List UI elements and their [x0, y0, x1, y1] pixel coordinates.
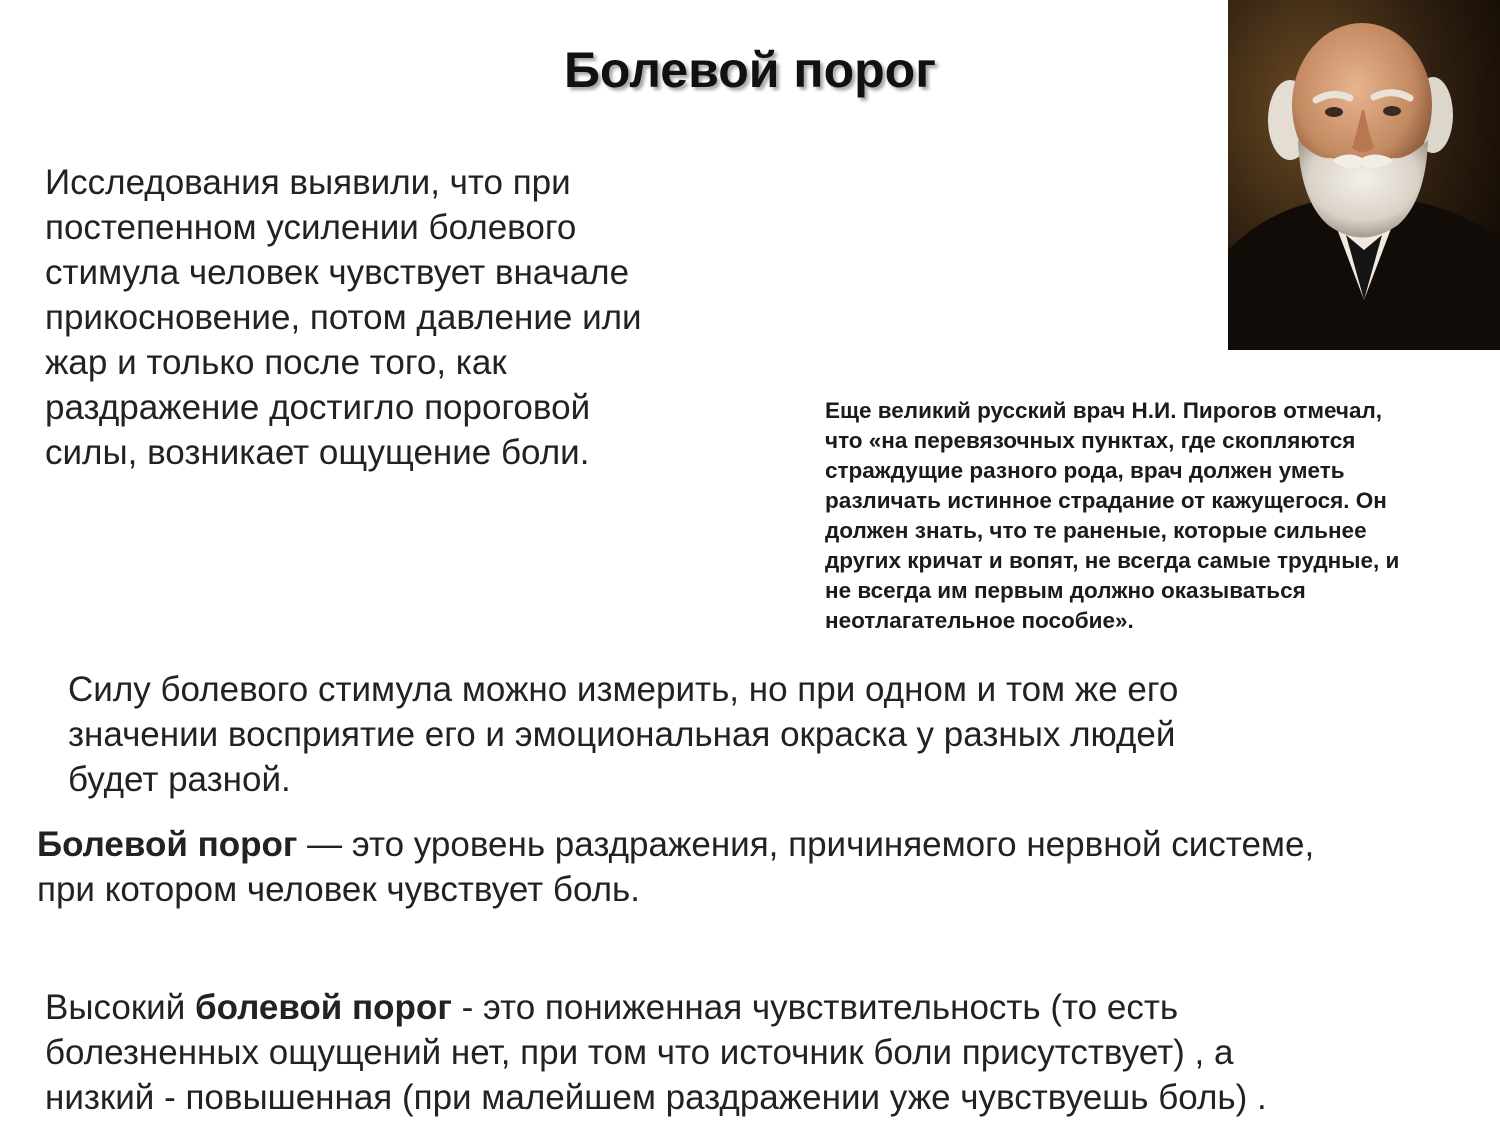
text-line: постепенном усилении болевого	[45, 208, 577, 247]
text-line: значении восприятие его и эмоциональная окраска у разных людей	[68, 715, 1176, 754]
text-line: стимула человек чувствует вначале	[45, 253, 630, 292]
high-term: болевой порог	[195, 988, 452, 1027]
pirogov-quote	[825, 396, 1485, 636]
high-text: - это пониженная чувствительность (то есть	[451, 988, 1179, 1027]
text-line: силы, возникает ощущение боли.	[45, 433, 590, 472]
text-line: раздражение достигло пороговой	[45, 388, 591, 427]
research-paragraph	[45, 160, 715, 475]
quote-line: неотлагательное пособие».	[825, 608, 1134, 633]
quote-line: различать истинное страдание от кажущегося. Он	[825, 488, 1387, 513]
quote-line: Еще великий русский врач Н.И. Пирогов отмечал,	[825, 398, 1383, 423]
stimulus-paragraph	[68, 667, 1318, 802]
text-line	[37, 822, 1467, 867]
text-line: Силу болевого стимула можно измерить, но при одном и том же его	[68, 670, 1179, 709]
high-prefix: Высокий	[45, 988, 195, 1027]
quote-line: других кричат и вопят, не всегда самые трудные, и	[825, 548, 1400, 573]
definition-term: Болевой порог	[37, 825, 298, 864]
text-line	[45, 985, 1475, 1030]
pirogov-portrait	[1228, 0, 1500, 350]
quote-line: страждущие разного рода, врач должен уметь	[825, 458, 1345, 483]
definition-text: — это уровень раздражения, причиняемого нервной системе,	[297, 825, 1315, 864]
page-title: Болевой порог	[563, 42, 937, 98]
quote-line: не всегда им первым должно оказываться	[825, 578, 1306, 603]
high-threshold-paragraph	[45, 985, 1475, 1120]
quote-line: должен знать, что те раненые, которые сильнее	[825, 518, 1367, 543]
definition-paragraph	[37, 822, 1467, 912]
text-line: при котором человек чувствует боль.	[37, 870, 641, 909]
quote-line: что «на перевязочных пунктах, где скопляются	[825, 428, 1356, 453]
text-line: жар и только после того, как	[45, 343, 507, 382]
text-line: Исследования выявили, что при	[45, 163, 571, 202]
text-line: низкий - повышенная (при малейшем раздражении уже чувствуешь боль) .	[45, 1078, 1267, 1117]
text-line: будет разной.	[68, 760, 291, 799]
text-line: прикосновение, потом давление или	[45, 298, 642, 337]
portrait-illustration	[1228, 0, 1500, 350]
text-line: болезненных ощущений нет, при том что источник боли присутствует) , а	[45, 1033, 1234, 1072]
